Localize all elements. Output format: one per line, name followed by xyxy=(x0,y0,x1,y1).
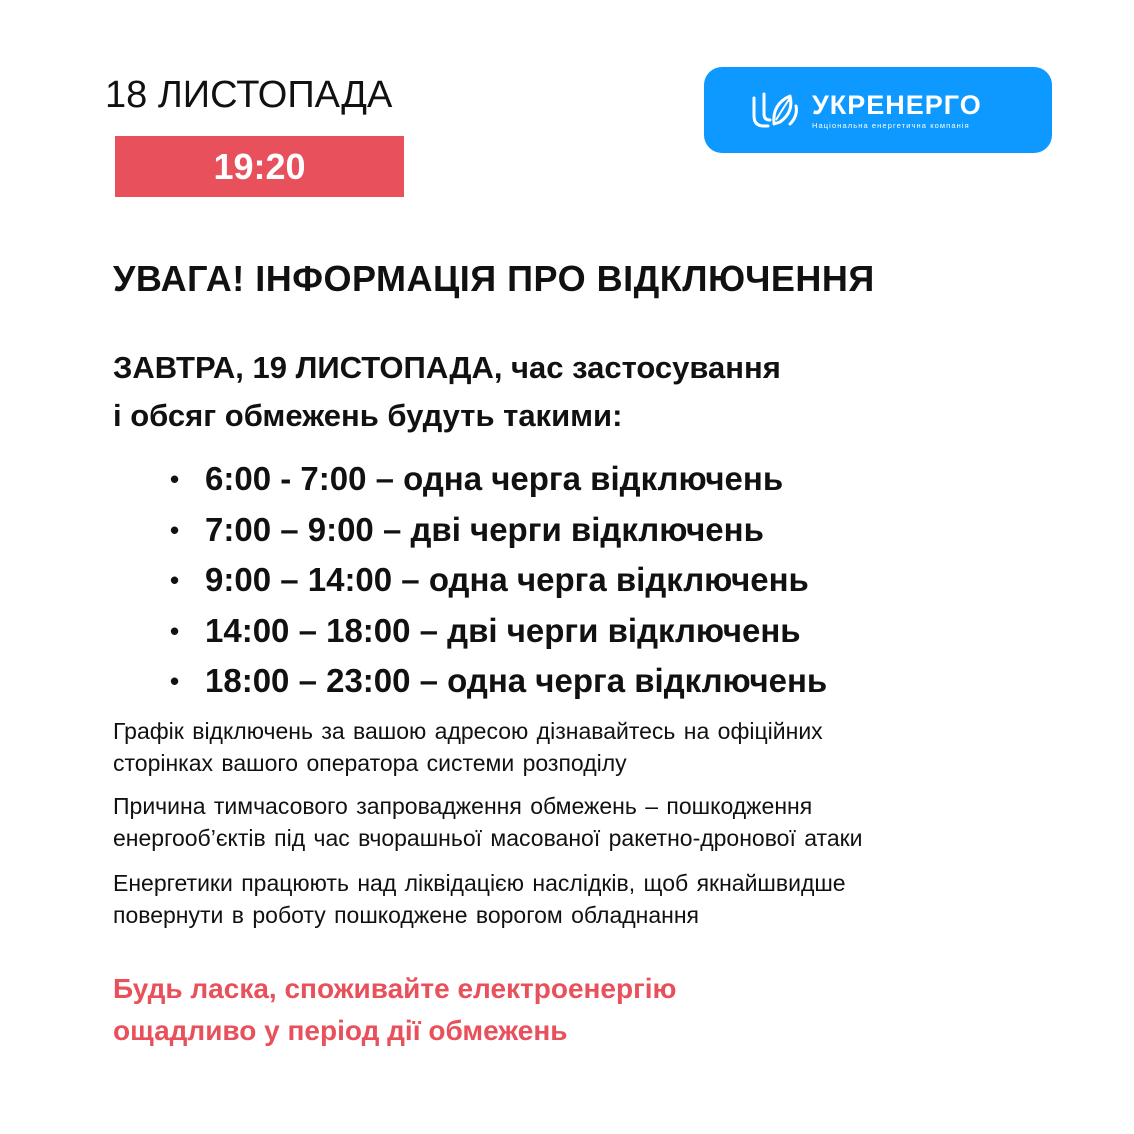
appeal-line: Будь ласка, споживайте електроенергію xyxy=(113,973,677,1004)
headline: УВАГА! ІНФОРМАЦІЯ ПРО ВІДКЛЮЧЕННЯ xyxy=(113,258,875,299)
bullet-icon: • xyxy=(170,464,180,494)
list-item xyxy=(170,656,827,707)
schedule-item-text: 6:00 - 7:00 – одна черга відключень xyxy=(205,460,784,497)
intro-text xyxy=(113,344,781,440)
schedule-item-text: 7:00 – 9:00 – дві черги відключень xyxy=(205,510,764,548)
time-badge xyxy=(115,136,404,197)
reason-paragraph xyxy=(113,790,863,854)
list-item xyxy=(170,606,827,657)
intro-line: і обсяг обмежень будуть такими: xyxy=(113,398,623,433)
list-item xyxy=(170,505,827,556)
logo-name: УКРЕНЕРГО xyxy=(812,89,982,120)
bullet-icon: • xyxy=(170,615,180,646)
appeal-line: ощадливо у період дії обмежень xyxy=(113,1015,568,1046)
schedule-item-text: 9:00 – 14:00 – одна черга відключень xyxy=(205,561,809,598)
repair-paragraph xyxy=(113,867,846,931)
ukrenergo-logo-icon xyxy=(750,90,804,130)
appeal-text xyxy=(113,968,676,1052)
schedule-list xyxy=(170,454,827,707)
schedule-info-paragraph xyxy=(113,715,823,779)
list-item xyxy=(170,555,827,606)
paragraph-line: Графік відключень за вашою адресою дізнавайтесь на офіційних xyxy=(113,718,823,744)
ukrenergo-logo xyxy=(704,67,1052,153)
paragraph-line: Причина тимчасового запровадження обмежень – пошкодження xyxy=(113,793,813,819)
date-label: 18 ЛИСТОПАДА xyxy=(105,74,393,116)
time-label: 19:20 xyxy=(213,145,306,187)
paragraph-line: Енергетики працюють над ліквідацією наслідків, щоб якнайшвидше xyxy=(113,870,846,896)
bullet-icon: • xyxy=(170,514,180,545)
list-item xyxy=(170,454,827,505)
bullet-icon: • xyxy=(170,565,180,595)
logo-subtitle: Національна енергетична компанія xyxy=(812,120,970,130)
intro-line: ЗАВТРА, 19 ЛИСТОПАДА, час застосування xyxy=(113,350,781,385)
bullet-icon: • xyxy=(170,666,180,696)
schedule-item-text: 14:00 – 18:00 – дві черги відключень xyxy=(205,611,801,649)
paragraph-line: енергооб’єктів під час вчорашньої масованої ракетно-дронової атаки xyxy=(113,825,863,851)
schedule-item-text: 18:00 – 23:00 – одна черга відключень xyxy=(205,662,828,699)
paragraph-line: сторінках вашого оператора системи розподілу xyxy=(113,750,627,776)
paragraph-line: повернути в роботу пошкоджене ворогом обладнання xyxy=(113,902,700,928)
